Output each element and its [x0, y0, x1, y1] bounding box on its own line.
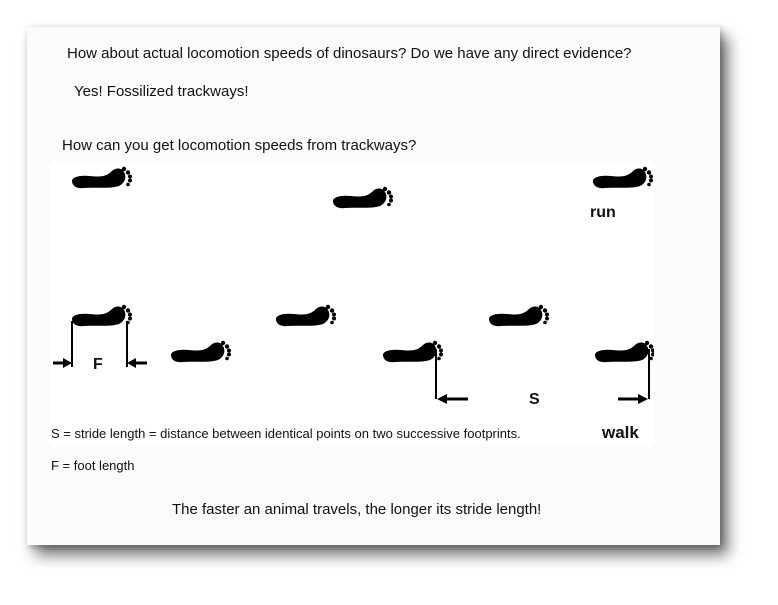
foot-length-label: F — [93, 356, 103, 373]
foot-definition: F = foot length — [51, 458, 135, 473]
footprint-icon — [593, 167, 653, 188]
footprint-icon — [595, 341, 654, 362]
stride-label: S — [529, 391, 540, 408]
run-label: run — [590, 204, 616, 221]
footprint-icon — [333, 187, 393, 208]
walk-label: walk — [602, 423, 639, 442]
arrow-icon — [127, 358, 147, 368]
trackway-diagram — [50, 163, 654, 445]
footprint-icon — [383, 341, 443, 362]
answer-text: Yes! Fossilized trackways! — [74, 83, 249, 100]
footprint-icon — [276, 305, 336, 326]
footprint-icon — [489, 305, 549, 326]
footprint-icon — [171, 341, 231, 362]
subquestion-heading: How can you get locomotion speeds from trackways? — [62, 137, 417, 154]
footprint-icon — [72, 167, 132, 188]
stride-definition: S = stride length = distance between identical points on two successive footprints. — [51, 426, 521, 441]
arrow-icon — [53, 358, 72, 368]
arrow-icon — [437, 394, 468, 404]
conclusion-text: The faster an animal travels, the longer its stride length! — [172, 501, 542, 518]
footprint-icon — [72, 305, 132, 326]
arrow-icon — [618, 394, 648, 404]
question-heading: How about actual locomotion speeds of dinosaurs? Do we have any direct evidence? — [67, 45, 632, 62]
trackway-figure — [50, 163, 654, 445]
